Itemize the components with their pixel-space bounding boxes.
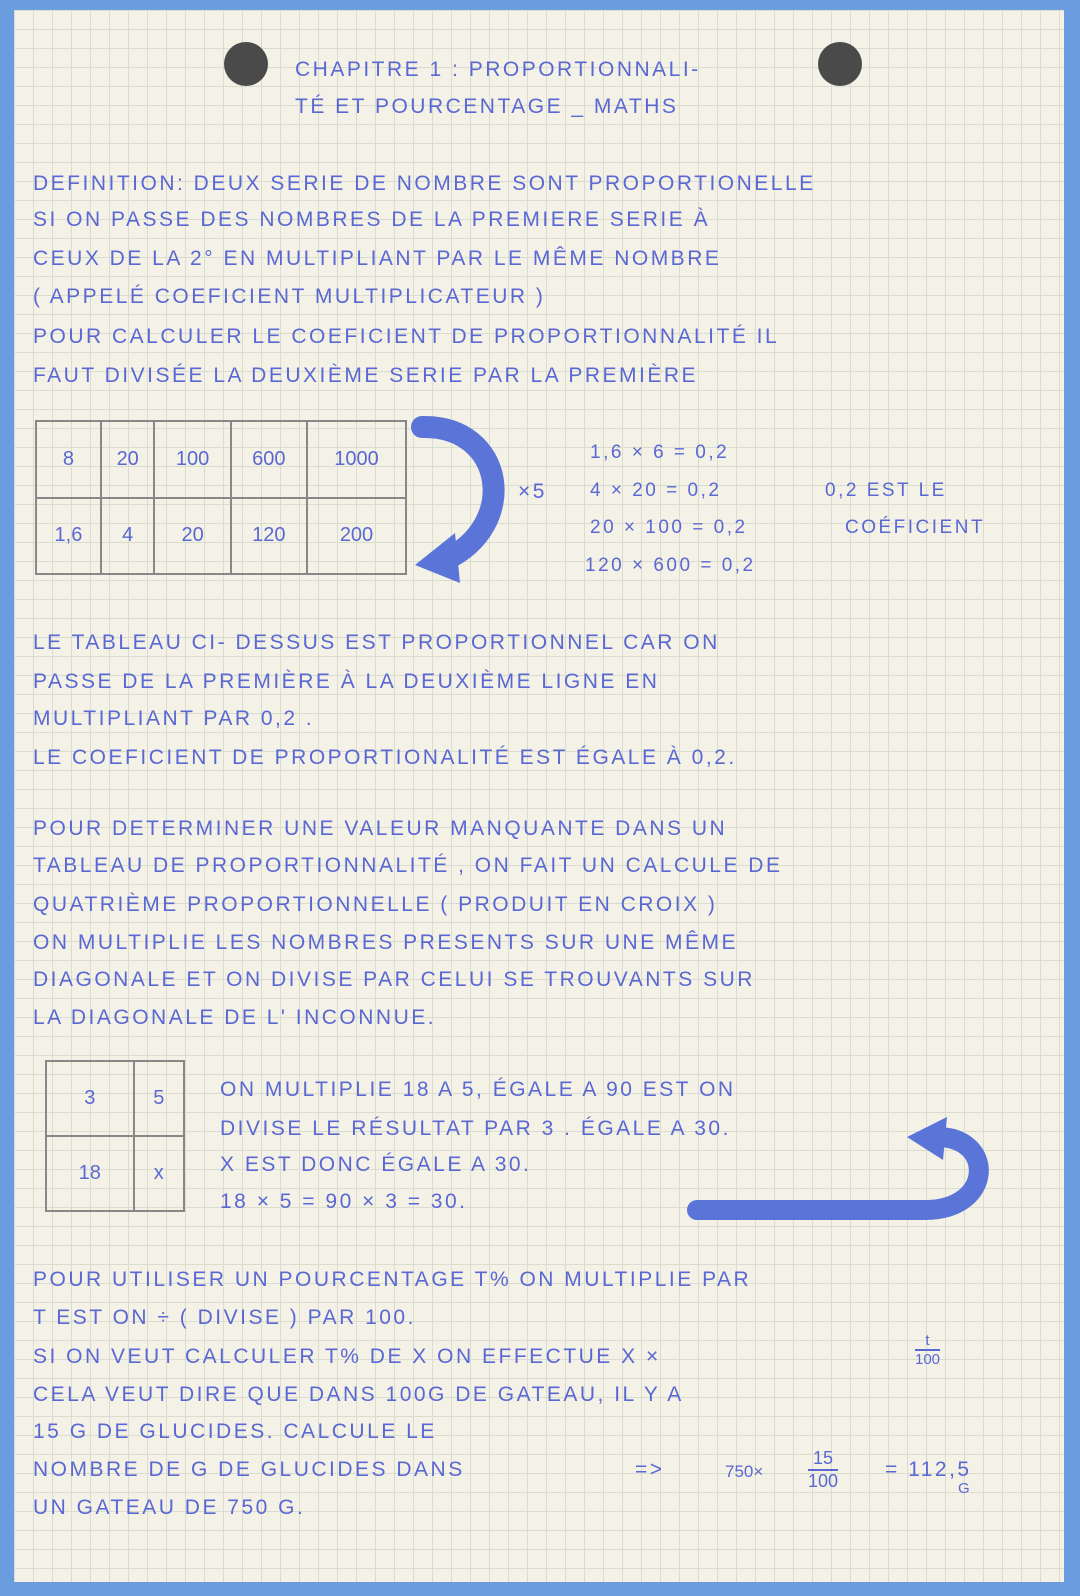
- definition-line: FAUT DIVISÉE LA DEUXIÈME SERIE PAR LA PREMIÈRE: [33, 364, 699, 387]
- table-cell: x: [134, 1136, 184, 1211]
- paragraph-line: PASSE DE LA PREMIÈRE À LA DEUXIÈME LIGNE EN: [33, 670, 660, 693]
- calculation: 20 × 100 = 0,2: [590, 517, 748, 538]
- table-cell: 1,6: [36, 498, 101, 575]
- paragraph-line: T EST ON ÷ ( DIVISE ) PAR 100.: [33, 1306, 416, 1329]
- example-line: 18 × 5 = 90 × 3 = 30.: [220, 1190, 468, 1213]
- paragraph-line: MULTIPLIANT PAR 0,2 .: [33, 707, 315, 730]
- paragraph-line: POUR UTILISER UN POURCENTAGE T% ON MULTIPLIE PAR: [33, 1268, 752, 1291]
- definition-line: POUR CALCULER LE COEFICIENT DE PROPORTIONNALITÉ IL: [33, 325, 780, 348]
- paragraph-line: 15 G DE GLUCIDES. CALCULE LE: [33, 1420, 437, 1443]
- table-cell: 20: [101, 421, 155, 498]
- table-cell: 20: [154, 498, 230, 575]
- table-cell: 3: [46, 1061, 134, 1136]
- example-line: DIVISE LE RÉSULTAT PAR 3 . ÉGALE A 30.: [220, 1117, 731, 1140]
- paragraph-line: LE TABLEAU CI- DESSUS EST PROPORTIONNEL CAR ON: [33, 631, 720, 654]
- paragraph-line: QUATRIÈME PROPORTIONNELLE ( PRODUIT EN CROIX ): [33, 893, 718, 916]
- return-arrow-icon: [685, 1115, 1005, 1225]
- paragraph-line: POUR DETERMINER UNE VALEUR MANQUANTE DANS UN: [33, 817, 728, 840]
- table-cell: 5: [134, 1061, 184, 1136]
- table-cell: 18: [46, 1136, 134, 1211]
- table-cell: 100: [154, 421, 230, 498]
- table-cell: 120: [231, 498, 307, 575]
- calculation: 4 × 20 = 0,2: [590, 480, 722, 501]
- result-value: = 112,5: [885, 1458, 972, 1481]
- result-prefix: 750×: [725, 1462, 764, 1481]
- punch-hole: [818, 42, 862, 86]
- coefficient-note: 0,2 EST LE: [825, 480, 947, 501]
- denominator: 100: [808, 1471, 839, 1491]
- paragraph-line: ON MULTIPLIE LES NOMBRES PRESENTS SUR UNE MÊME: [33, 931, 739, 954]
- paragraph-line: LE COEFICIENT DE PROPORTIONALITÉ EST ÉGALE À 0,2.: [33, 746, 737, 769]
- numerator: t: [915, 1332, 940, 1351]
- result-unit: G: [958, 1480, 973, 1497]
- table-cell: 600: [231, 421, 307, 498]
- table-cell: 8: [36, 421, 101, 498]
- fraction-15-over-100: [808, 1448, 838, 1492]
- denominator: 100: [915, 1351, 941, 1368]
- definition-line: SI ON PASSE DES NOMBRES DE LA PREMIERE SERIE À: [33, 208, 711, 231]
- calculation: 1,6 × 6 = 0,2: [590, 442, 730, 463]
- paragraph-line: LA DIAGONALE DE L' INCONNUE.: [33, 1006, 437, 1029]
- fraction-t-over-100: [915, 1332, 940, 1368]
- definition-line: ( APPELÉ COEFICIENT MULTIPLICATEUR ): [33, 285, 546, 308]
- curved-arrow-icon: [410, 415, 520, 590]
- paragraph-line: NOMBRE DE G DE GLUCIDES DANS: [33, 1458, 465, 1481]
- table-cell: 4: [101, 498, 155, 575]
- multiplier-label: ×5: [518, 480, 547, 503]
- numerator: 15: [808, 1448, 838, 1471]
- paragraph-line: CELA VEUT DIRE QUE DANS 100G DE GATEAU, IL Y A: [33, 1383, 684, 1406]
- proportionality-table: [35, 420, 407, 575]
- table-cell: 1000: [307, 421, 406, 498]
- title-line-2: TÉ ET POURCENTAGE _ MATHS: [295, 95, 679, 118]
- paragraph-line: UN GATEAU DE 750 G.: [33, 1496, 306, 1519]
- punch-hole: [224, 42, 268, 86]
- paragraph-line: DIAGONALE ET ON DIVISE PAR CELUI SE TROUVANTS SUR: [33, 968, 755, 991]
- cross-product-table: [45, 1060, 185, 1212]
- coefficient-note: COÉFICIENT: [845, 517, 986, 538]
- definition-line: DEFINITION: DEUX SERIE DE NOMBRE SONT PROPORTIONELLE: [33, 172, 816, 195]
- definition-line: CEUX DE LA 2° EN MULTIPLIANT PAR LE MÊME NOMBRE: [33, 247, 722, 270]
- calculation: 120 × 600 = 0,2: [585, 555, 756, 576]
- implies-arrow: =>: [635, 1458, 665, 1481]
- table-cell: 200: [307, 498, 406, 575]
- example-line: X EST DONC ÉGALE A 30.: [220, 1153, 532, 1176]
- paragraph-line: TABLEAU DE PROPORTIONNALITÉ , ON FAIT UN CALCULE DE: [33, 854, 783, 877]
- title-line-1: CHAPITRE 1 : PROPORTIONNALI-: [295, 58, 701, 81]
- example-line: ON MULTIPLIE 18 A 5, ÉGALE A 90 EST ON: [220, 1078, 736, 1101]
- paragraph-line: SI ON VEUT CALCULER T% DE X ON EFFECTUE X ×: [33, 1345, 661, 1368]
